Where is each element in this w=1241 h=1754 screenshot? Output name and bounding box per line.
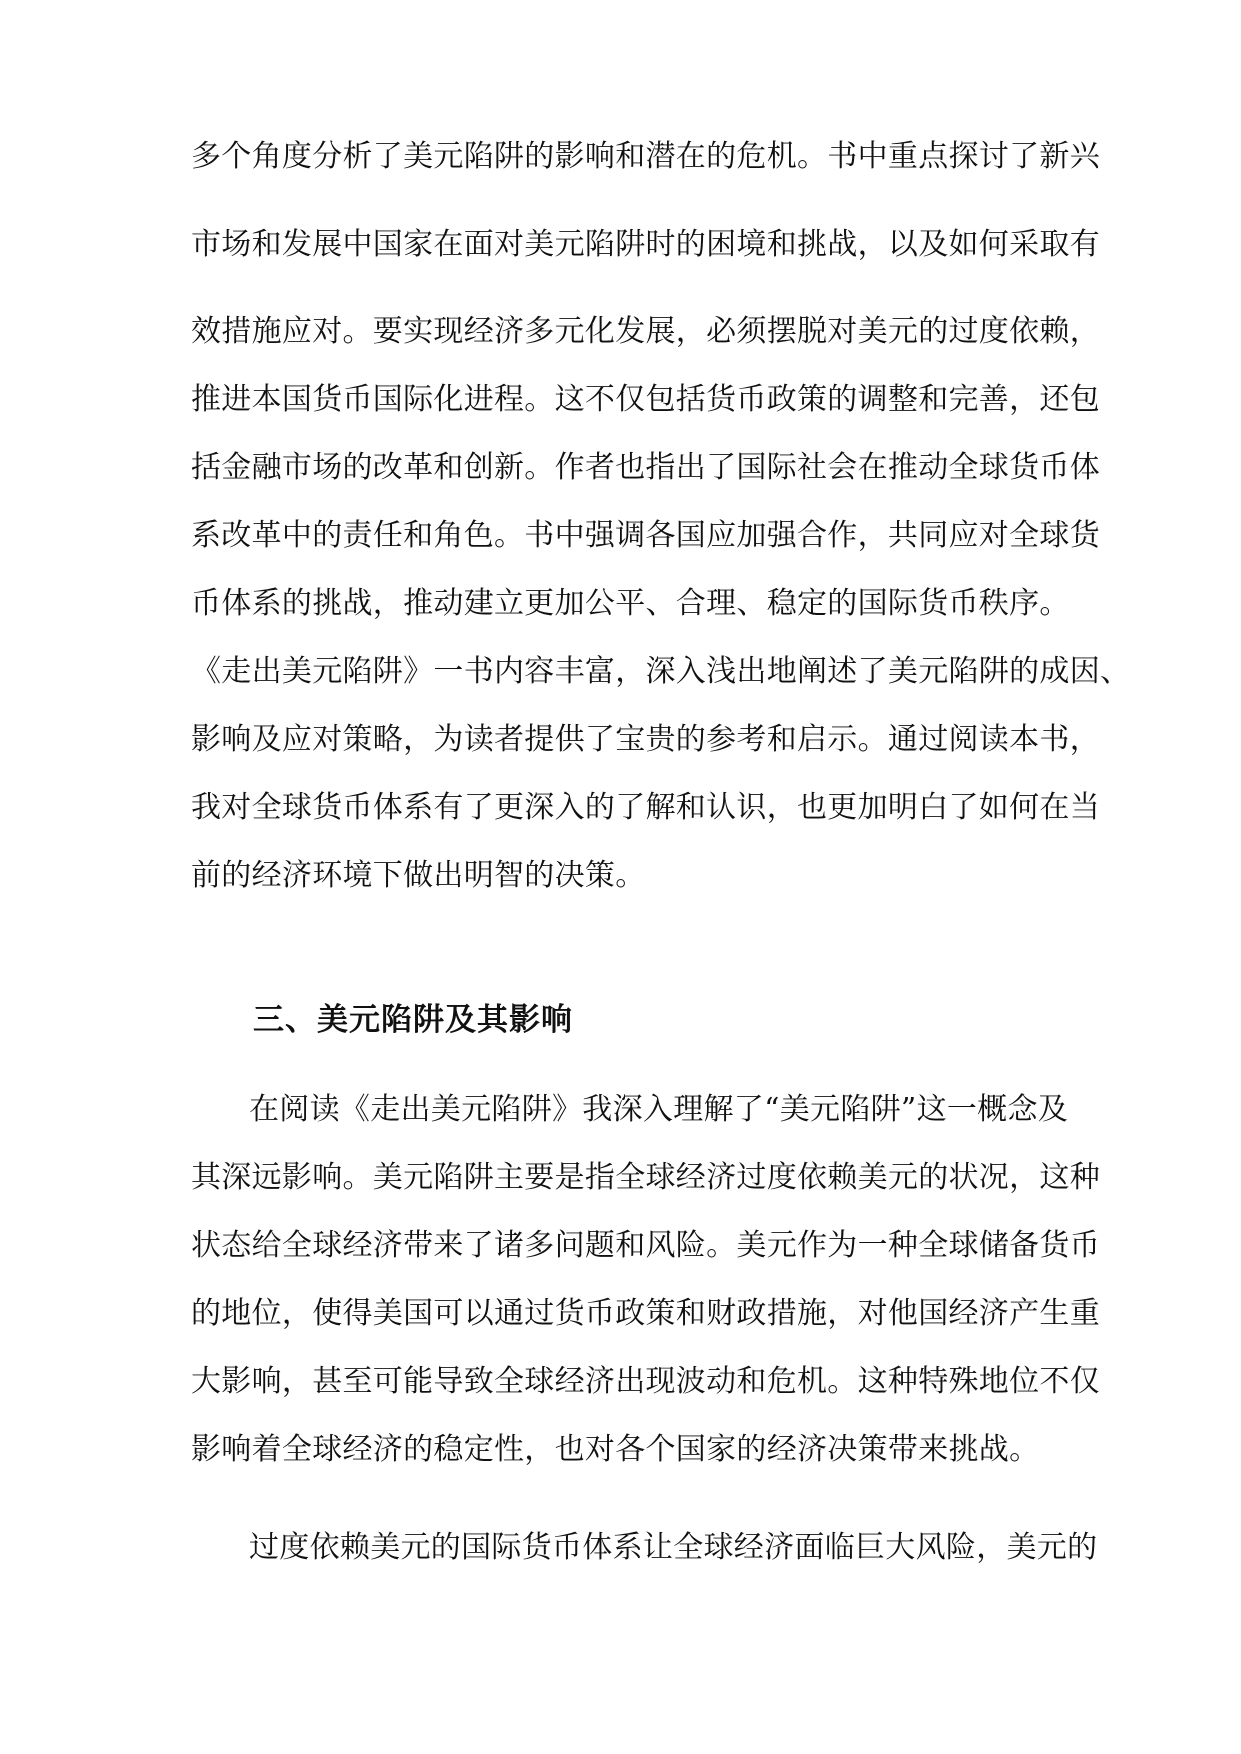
section-heading: 三、美元陷阱及其影响 xyxy=(253,1002,573,1038)
text-line: 影响及应对策略，为读者提供了宝贵的参考和启示。通过阅读本书， xyxy=(191,722,1100,757)
text-line: 其深远影响。美元陷阱主要是指全球经济过度依赖美元的状况，这种 xyxy=(191,1160,1100,1195)
text-line: 币体系的挑战，推动建立更加公平、合理、稳定的国际货币秩序。 xyxy=(191,586,1070,621)
text-line: 括金融市场的改革和创新。作者也指出了国际社会在推动全球货币体 xyxy=(191,450,1100,485)
text-line: 市场和发展中国家在面对美元陷阱时的困境和挑战，以及如何采取有 xyxy=(191,227,1100,262)
text-line: 过度依赖美元的国际货币体系让全球经济面临巨大风险，美元的 xyxy=(249,1530,1098,1565)
text-line: 的地位，使得美国可以通过货币政策和财政措施，对他国经济产生重 xyxy=(191,1296,1100,1331)
text-line: 影响着全球经济的稳定性，也对各个国家的经济决策带来挑战。 xyxy=(191,1432,1040,1467)
text-line: 推进本国货币国际化进程。这不仅包括货币政策的调整和完善，还包 xyxy=(191,382,1100,417)
text-line: 在阅读《走出美元陷阱》我深入理解了“美元陷阱”这一概念及 xyxy=(249,1092,1069,1127)
text-line: 状态给全球经济带来了诸多问题和风险。美元作为一种全球储备货币 xyxy=(191,1228,1100,1263)
text-line: 效措施应对。要实现经济多元化发展，必须摆脱对美元的过度依赖， xyxy=(191,314,1100,349)
text-line: 大影响，甚至可能导致全球经济出现波动和危机。这种特殊地位不仅 xyxy=(191,1364,1100,1399)
text-line: 系改革中的责任和角色。书中强调各国应加强合作，共同应对全球货 xyxy=(191,518,1100,553)
text-line: 多个角度分析了美元陷阱的影响和潜在的危机。书中重点探讨了新兴 xyxy=(191,139,1100,174)
text-line: 我对全球货币体系有了更深入的了解和认识，也更加明白了如何在当 xyxy=(191,790,1100,825)
text-line: 前的经济环境下做出明智的决策。 xyxy=(191,858,646,893)
text-line: 《走出美元陷阱》一书内容丰富，深入浅出地阐述了美元陷阱的成因、 xyxy=(191,654,1131,689)
